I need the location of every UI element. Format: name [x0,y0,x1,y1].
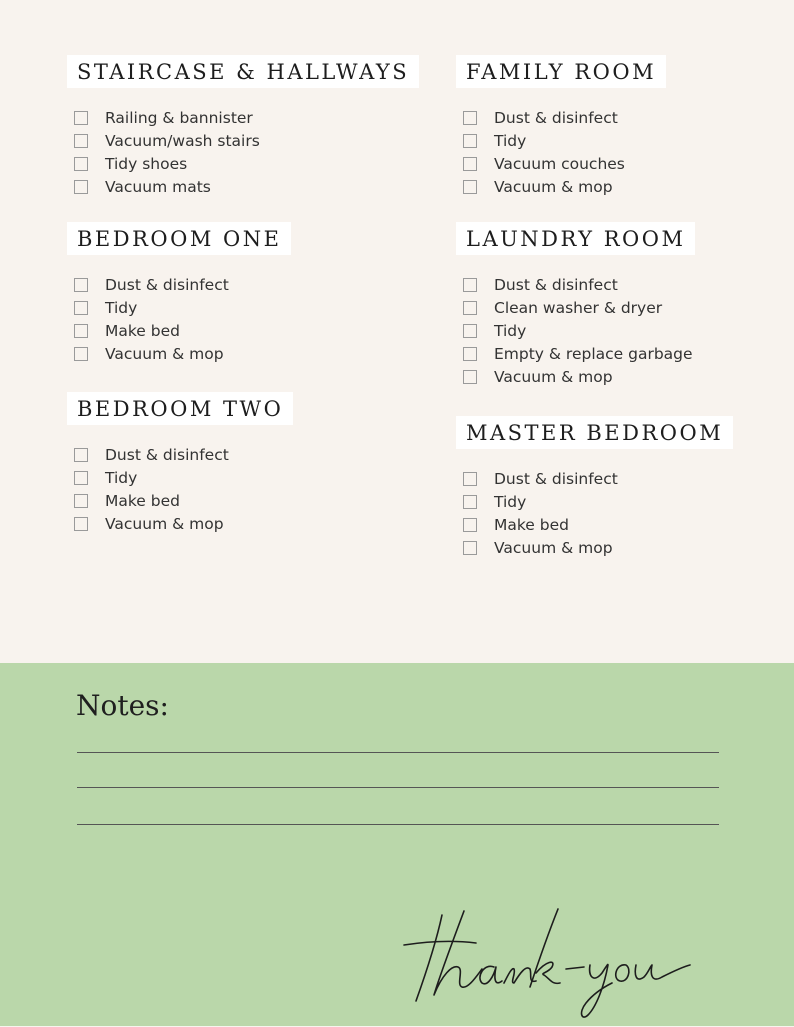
signature-text [710,903,711,904]
notes-title: Notes: [76,689,169,722]
checklist-item-label: Dust & disinfect [105,445,229,464]
checklist-item-label: Vacuum & mop [494,538,613,557]
checkbox[interactable] [463,472,477,486]
checklist-item-label: Make bed [494,515,569,534]
checkbox[interactable] [74,494,88,508]
checklist [67,443,293,535]
checklist-item-label: Clean washer & dryer [494,298,663,317]
checklist-item [463,319,695,342]
checkbox[interactable] [463,347,477,361]
checklist-item [463,342,695,365]
checklist-item-label: Tidy [105,298,138,317]
checklist-item [74,273,291,296]
checklist-item [74,512,293,535]
checkbox[interactable] [74,180,88,194]
checklist-item [74,152,419,175]
checklist-item [463,273,695,296]
checkbox[interactable] [74,301,88,315]
checklist-item [463,365,695,388]
checklist [456,467,733,559]
checklist-item-label: Make bed [105,491,180,510]
section-bedroom-one [67,222,291,365]
thank-you-script [390,903,710,1023]
checkbox[interactable] [74,134,88,148]
checklist-item-label: Vacuum mats [105,177,211,196]
checklist-item [74,489,293,512]
section-bedroom-two [67,392,293,535]
checkbox[interactable] [463,324,477,338]
notes-panel [0,663,794,1026]
section-title: LAUNDRY ROOM [456,222,695,255]
checklist-item [74,466,293,489]
checkbox[interactable] [463,301,477,315]
checkbox[interactable] [463,495,477,509]
checklist-item [463,490,733,513]
checklist-item-label: Vacuum & mop [494,367,613,386]
checklist-item-label: Tidy shoes [105,154,188,173]
checklist-item [463,106,666,129]
checklist-item-label: Railing & bannister [105,108,253,127]
checklist-item-label: Vacuum/wash stairs [105,131,260,150]
checklist-item [74,342,291,365]
checklist-item [463,467,733,490]
checklist-item-label: Dust & disinfect [494,108,618,127]
checklist [456,106,666,198]
checkbox[interactable] [74,471,88,485]
section-title: BEDROOM TWO [67,392,293,425]
section-family-room [456,55,666,198]
checklist-item-label: Vacuum & mop [105,514,224,533]
checklist-item-label: Vacuum & mop [494,177,613,196]
checklist-item-label: Vacuum & mop [105,344,224,363]
checklist-item-label: Dust & disinfect [105,275,229,294]
checklist-item [463,129,666,152]
checklist-item-label: Tidy [494,321,527,340]
checklist-item [463,152,666,175]
checkbox[interactable] [463,134,477,148]
checklist-item [463,513,733,536]
section-master-bedroom [456,416,733,559]
checkbox[interactable] [74,111,88,125]
section-laundry-room [456,222,695,388]
checklist-item [74,129,419,152]
notes-line[interactable] [77,824,719,825]
checklist-item [74,296,291,319]
checklist-item [74,319,291,342]
checklist-item-label: Empty & replace garbage [494,344,693,363]
checkbox[interactable] [74,517,88,531]
checklist-item [463,296,695,319]
checkbox[interactable] [463,157,477,171]
checklist-item [74,106,419,129]
checkbox[interactable] [74,324,88,338]
checkbox[interactable] [463,541,477,555]
checklist-item [74,175,419,198]
checklist-item-label: Tidy [105,468,138,487]
checkbox[interactable] [463,370,477,384]
checkbox[interactable] [74,347,88,361]
checkbox[interactable] [463,518,477,532]
checklist-item-label: Vacuum couches [494,154,625,173]
section-title: FAMILY ROOM [456,55,666,88]
checklist-item-label: Tidy [494,131,527,150]
checkbox[interactable] [74,157,88,171]
checkbox[interactable] [463,180,477,194]
section-title: STAIRCASE & HALLWAYS [67,55,419,88]
checkbox[interactable] [74,448,88,462]
checklist [67,273,291,365]
checklist [456,273,695,388]
checklist [67,106,419,198]
section-staircase-hallways [67,55,419,198]
checklist-item [74,443,293,466]
section-title: MASTER BEDROOM [456,416,733,449]
section-title: BEDROOM ONE [67,222,291,255]
checklist-item [463,175,666,198]
checklist-item-label: Dust & disinfect [494,275,618,294]
thank-you-signature [390,903,710,1027]
checklist-item-label: Dust & disinfect [494,469,618,488]
checkbox[interactable] [74,278,88,292]
checklist-item-label: Make bed [105,321,180,340]
checkbox[interactable] [463,111,477,125]
checklist-item-label: Tidy [494,492,527,511]
checklist-item [463,536,733,559]
checkbox[interactable] [463,278,477,292]
notes-line[interactable] [77,787,719,788]
notes-line[interactable] [77,752,719,753]
